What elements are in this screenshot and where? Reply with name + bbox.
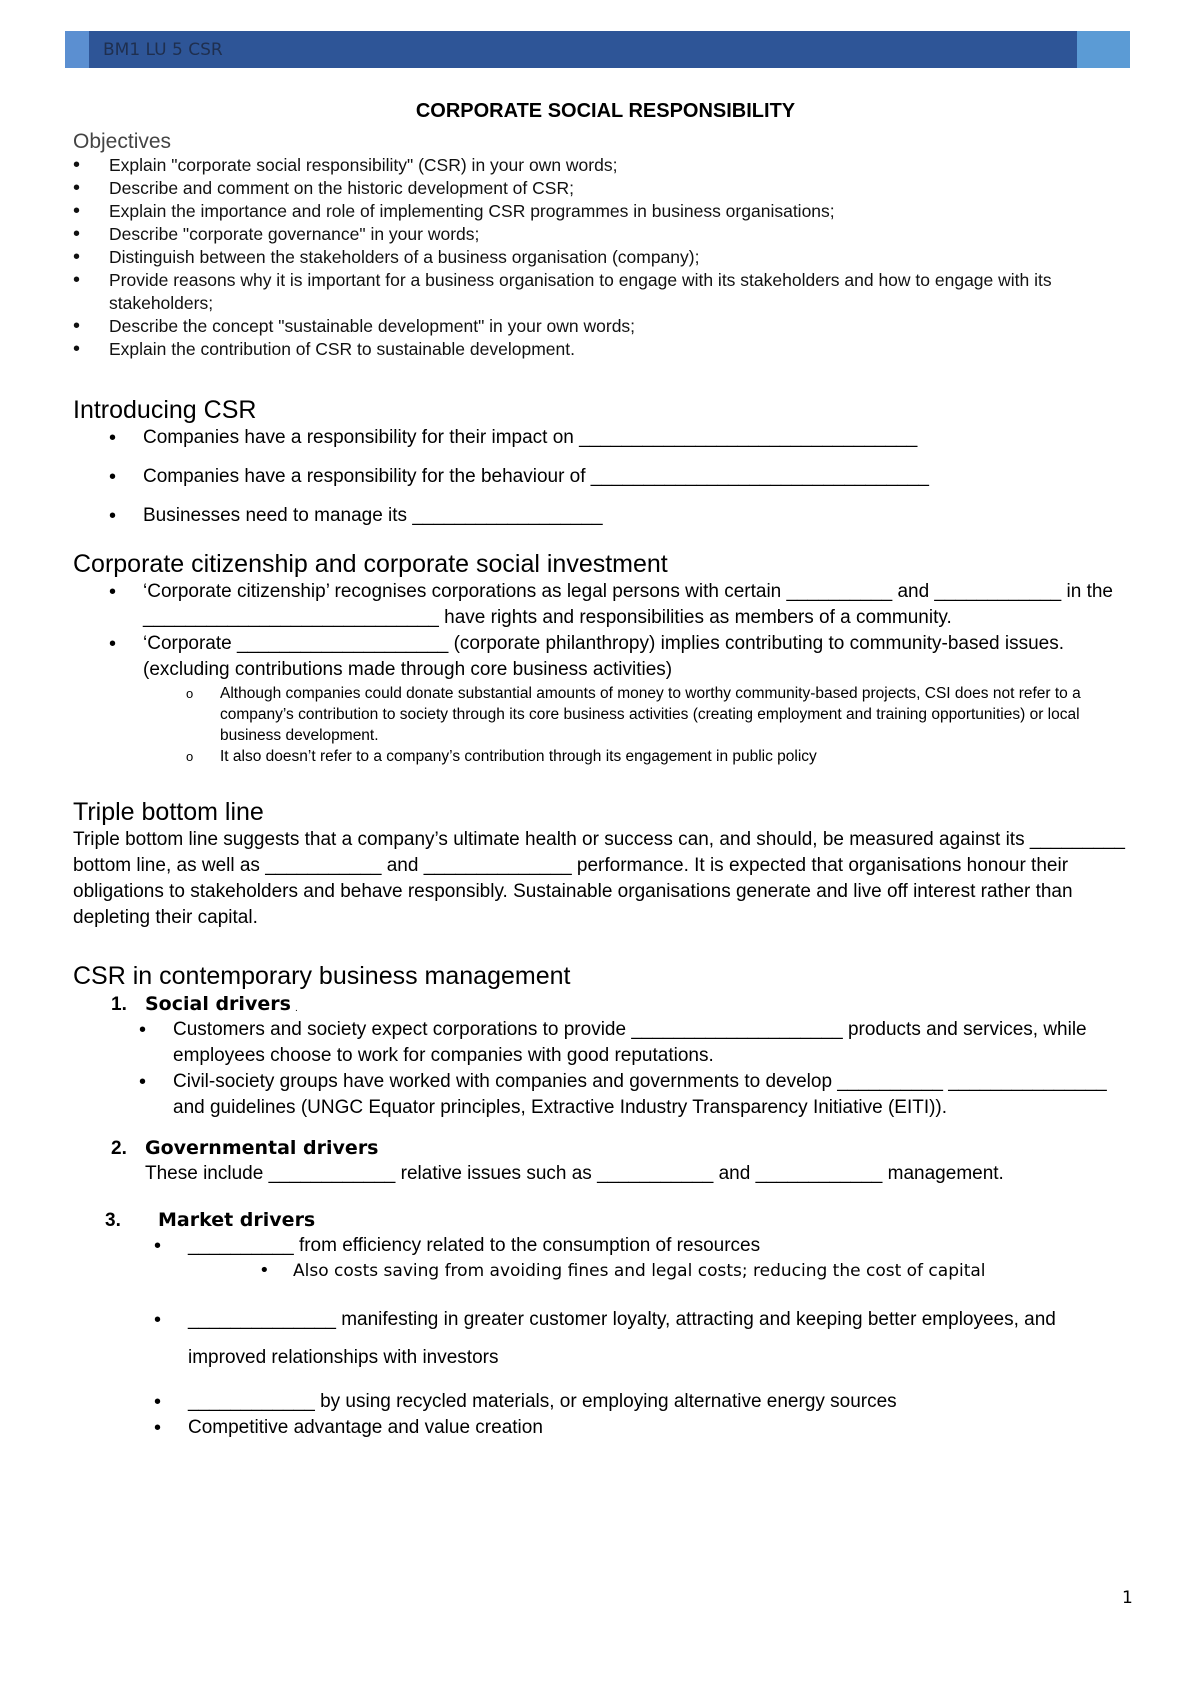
driver-title: Market drivers	[158, 1209, 316, 1231]
list-item: • ______________ manifesting in greater customer loyalty, attracting and keeping better employees, and improved relationships with investors	[188, 1301, 1138, 1377]
list-item: • Describe and comment on the historic development of CSR;	[73, 177, 1138, 200]
list-number: 2.	[111, 1138, 127, 1159]
list-item: • Explain the importance and role of implementing CSR programmes in business organisations;	[73, 200, 1138, 223]
list-item: o Although companies could donate substantial amounts of money to worthy community-based projects, CSI does not refer to a company’s contribution to society through its core business activities (creating employment and training opportunities) or local business development.	[220, 683, 1138, 746]
list-item: • Describe the concept "sustainable development" in your own words;	[73, 315, 1138, 338]
list-item: • Explain "corporate social responsibility" (CSR) in your own words;	[73, 154, 1138, 177]
list-item: • Competitive advantage and value creation	[188, 1415, 1138, 1441]
triple-paragraph: Triple bottom line suggests that a company’s ultimate health or success can, and should, be measured against its _________ bottom line, as well as ___________ and ______________ performance. It is expected that organisations honour their obligations to stakeholders and behave responsibly. Sustainable organisations generate and live off interest rather than depleting their capital.	[73, 829, 1125, 928]
market-drivers-heading	[73, 1207, 1138, 1233]
list-number: 1.	[111, 994, 127, 1015]
introducing-list	[73, 425, 1138, 529]
list-item: • Companies have a responsibility for their impact on ________________________________	[143, 425, 1138, 451]
header-accent-left	[65, 31, 89, 68]
header-band	[65, 31, 1130, 68]
list-item: • Civil-society groups have worked with companies and governments to develop __________ _______________ and guidelines (UNGC Equator principles, Extractive Industry Transparency Initiative (EITI)).	[173, 1069, 1138, 1121]
citizenship-sublist	[73, 683, 1138, 767]
page-title: CORPORATE SOCIAL RESPONSIBILITY	[415, 100, 796, 122]
driver-title: Social drivers	[145, 993, 291, 1015]
list-item: • Explain the contribution of CSR to sustainable development.	[73, 338, 1138, 361]
driver-title: Governmental drivers	[145, 1137, 379, 1159]
citizenship-list	[73, 579, 1138, 683]
list-item: • Companies have a responsibility for the behaviour of ________________________________	[143, 464, 1138, 490]
list-item: • Provide reasons why it is important for a business organisation to engage with its stakeholders and how to engage with its stakeholders;	[73, 269, 1138, 315]
section-heading-introducing: Introducing CSR	[73, 396, 257, 424]
list-item: • Also costs saving from avoiding fines and legal costs; reducing the cost of capital	[293, 1259, 1138, 1283]
social-drivers-heading	[73, 991, 1138, 1017]
list-item: o It also doesn’t refer to a company’s contribution through its engagement in public policy	[220, 746, 1138, 767]
governmental-drivers-heading	[73, 1135, 1138, 1161]
governmental-paragraph: These include ____________ relative issues such as ___________ and ____________ management.	[145, 1163, 1004, 1184]
social-drivers-list	[73, 1017, 1138, 1121]
list-item: • ‘Corporate ____________________ (corporate philanthropy) implies contributing to community-based issues. (excluding contributions made through core business activities)	[143, 631, 1138, 683]
market-drivers-list	[73, 1233, 1138, 1259]
list-item: • ____________ by using recycled materials, or employing alternative energy sources	[188, 1389, 1138, 1415]
page-number: 1	[1122, 1588, 1133, 1608]
objectives-heading: Objectives	[73, 130, 172, 153]
market-drivers-list-2	[73, 1301, 1138, 1377]
market-drivers-list-3	[73, 1389, 1138, 1441]
list-item: • Businesses need to manage its __________________	[143, 503, 1138, 529]
header-accent-right	[1077, 31, 1130, 68]
list-number: 3.	[105, 1210, 121, 1231]
list-item: • Customers and society expect corporations to provide ____________________ products and services, while employees choose to work for companies with good reputations.	[173, 1017, 1138, 1069]
section-heading-citizenship: Corporate citizenship and corporate social investment	[73, 550, 668, 578]
section-heading-contemporary: CSR in contemporary business management	[73, 962, 571, 990]
market-drivers-sublist	[73, 1259, 1138, 1283]
objectives-list	[73, 154, 1138, 361]
list-item: • Describe "corporate governance" in your words;	[73, 223, 1138, 246]
section-heading-triple: Triple bottom line	[73, 798, 264, 826]
header-text: BM1 LU 5 CSR	[103, 40, 223, 60]
stray-dot: .	[295, 1003, 298, 1014]
list-item: • Distinguish between the stakeholders of a business organisation (company);	[73, 246, 1138, 269]
list-item: • ‘Corporate citizenship’ recognises corporations as legal persons with certain __________ and ____________ in the ____________________________ have rights and responsibilities as members of a community.	[143, 579, 1138, 631]
list-item: • __________ from efficiency related to the consumption of resources	[188, 1233, 1138, 1259]
document-body	[73, 100, 1138, 1441]
